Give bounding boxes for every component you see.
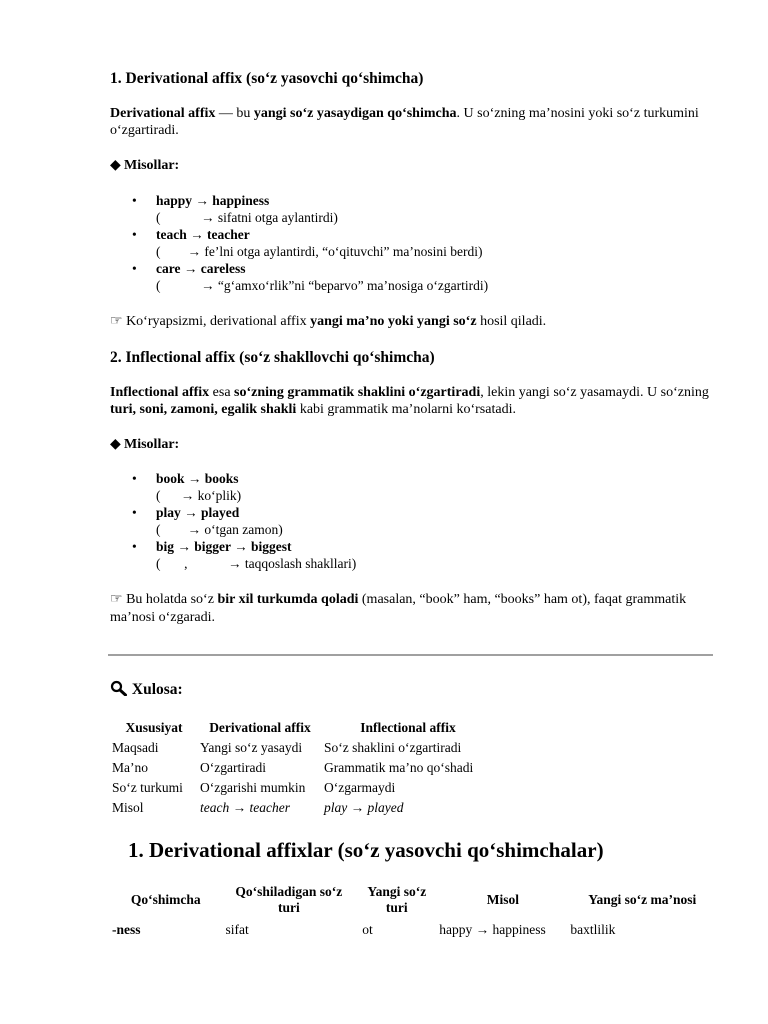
table-cell: Maqsadi [112,740,159,755]
example-explanation: ( → sifatni otga aylantirdi) [156,210,338,225]
table-cell: -ness [112,922,141,937]
section2-note-pre: Bu holatda so‘z [122,592,218,607]
section1-note-bold: yangi ma’no yoki yangi so‘z [310,314,477,329]
table-header-cell: Derivational affix [209,720,311,735]
section2-definition [110,384,720,418]
section2-note-bold: bir xil turkumda qoladi [217,592,359,607]
table-row [110,918,716,942]
table-header-row [110,882,716,918]
example-explanation: ( , → taqqoslash shakllari) [156,556,357,571]
table-cell: baxtlilik [570,922,616,937]
section2-note-post: (masalan, “book” ham, “books” ham ot), faqat grammatik ma’nosi o‘zgaradi. [110,592,687,625]
example-pair: care → careless [156,261,246,276]
magnifier-icon [110,680,128,696]
table-cell [322,798,494,818]
list-item [110,470,356,504]
example-pair: happy → happiness [156,193,270,208]
bullet-icon: • [132,505,137,520]
example-pair: big → bigger → biggest [156,539,292,554]
section1-note-pre: Ko‘ryapsizmi, derivational affix [122,314,311,329]
table-cell: O‘zgarmaydi [324,780,396,795]
table-cell: O‘zgarishi mumkin [200,780,306,795]
list-item [110,226,488,260]
section3-title: 1. Derivational affixlar (so‘z yasovchi qo‘shimchalar) [128,838,604,862]
horizontal-divider [108,654,713,656]
affix-table [110,882,716,942]
bullet-icon: • [132,227,137,242]
example-pair: play → played [156,505,240,520]
list-item [110,260,488,294]
pointing-hand-icon: ☞ [110,592,123,607]
section2-def-b: , lekin yangi so‘z yasamaydi. U so‘zning [480,385,709,400]
section1-misollar-label: Misollar: [124,158,180,173]
table-cell: O‘zgartiradi [200,760,266,775]
section1-def-dash: — bu [215,106,254,121]
bullet-icon: • [132,471,137,486]
section2-def-a: esa [209,385,235,400]
table-cell: Ma’no [112,760,148,775]
table-cell: ot [362,922,373,937]
table-header-row [110,718,494,738]
diamond-icon: ◆ [110,158,121,173]
section2-def-bold2: turi, soni, zamoni, egalik shakli [110,402,297,417]
table-cell: sifat [225,922,249,937]
section2-def-term: Inflectional affix [110,385,210,400]
section1-note [110,313,720,331]
table-header-cell: Inflectional affix [360,720,456,735]
bullet-icon: • [132,261,137,276]
section1-note-post: hosil qiladi. [476,314,547,329]
section1-def-bold: yangi so‘z yasaydigan qo‘shimcha [253,106,457,121]
table-cell-italic: play → played [324,800,404,815]
section1-definition [110,105,720,139]
summary-table [110,718,494,818]
table-header-cell: Yangi so‘z ma’nosi [588,892,697,907]
table-cell: Grammatik ma’no qo‘shadi [324,760,474,775]
example-explanation: ( → fe’lni otga aylantirdi, “o‘qituvchi” ma’nosini berdi) [156,244,483,259]
table-header-cell: Yangi so‘z turi [367,884,427,915]
section2-examples [110,470,356,572]
table-cell: So‘z shaklini o‘zgartiradi [324,740,462,755]
example-explanation: ( → ko‘plik) [156,488,242,503]
bullet-icon: • [132,193,137,208]
list-item [110,192,488,226]
section2-def-bold1: so‘zning grammatik shaklini o‘zgartiradi [234,385,481,400]
table-header-cell: Misol [486,892,519,907]
table-header-cell: Xususiyat [125,720,183,735]
section1-misollar [110,157,179,174]
section2-title: 2. Inflectional affix (so‘z shakllovchi qo‘shimcha) [110,349,435,366]
example-pair: teach → teacher [156,227,250,242]
table-row [110,758,494,778]
section2-misollar [110,436,179,453]
example-pair: book → books [156,471,239,486]
section1-title: 1. Derivational affix (so‘z yasovchi qo‘shimcha) [110,70,424,87]
table-row [110,798,494,818]
table-cell [198,798,322,818]
example-explanation: ( → o‘tgan zamon) [156,522,283,537]
table-row [110,738,494,758]
section2-def-c: kabi grammatik ma’nolarni ko‘rsatadi. [296,402,516,417]
pointing-hand-icon: ☞ [110,314,123,329]
list-item [110,504,356,538]
table-header-cell: Qo‘shimcha [130,892,201,907]
summary-heading [110,680,183,699]
section2-note [110,591,720,627]
table-cell: So‘z turkumi [112,780,183,795]
section1-examples [110,192,488,294]
section2-misollar-label: Misollar: [124,437,180,452]
table-cell: Yangi so‘z yasaydi [200,740,303,755]
summary-title: Xulosa: [131,681,183,698]
table-cell-italic: teach → teacher [200,800,290,815]
list-item [110,538,356,572]
table-header-cell: Qo‘shiladigan so‘z turi [235,884,343,915]
example-explanation: ( → “g‘amxo‘rlik”ni “beparvo” ma’nosiga o‘zgartirdi) [156,278,489,293]
section1-def-rest: . U so‘zning ma’nosini yoki so‘z turkumini o‘zgartiradi. [110,106,699,138]
bullet-icon: • [132,539,137,554]
section1-def-term: Derivational affix [110,106,216,121]
table-cell: happy → happiness [439,922,546,937]
table-cell: Misol [112,800,144,815]
table-row [110,778,494,798]
diamond-icon: ◆ [110,437,121,452]
